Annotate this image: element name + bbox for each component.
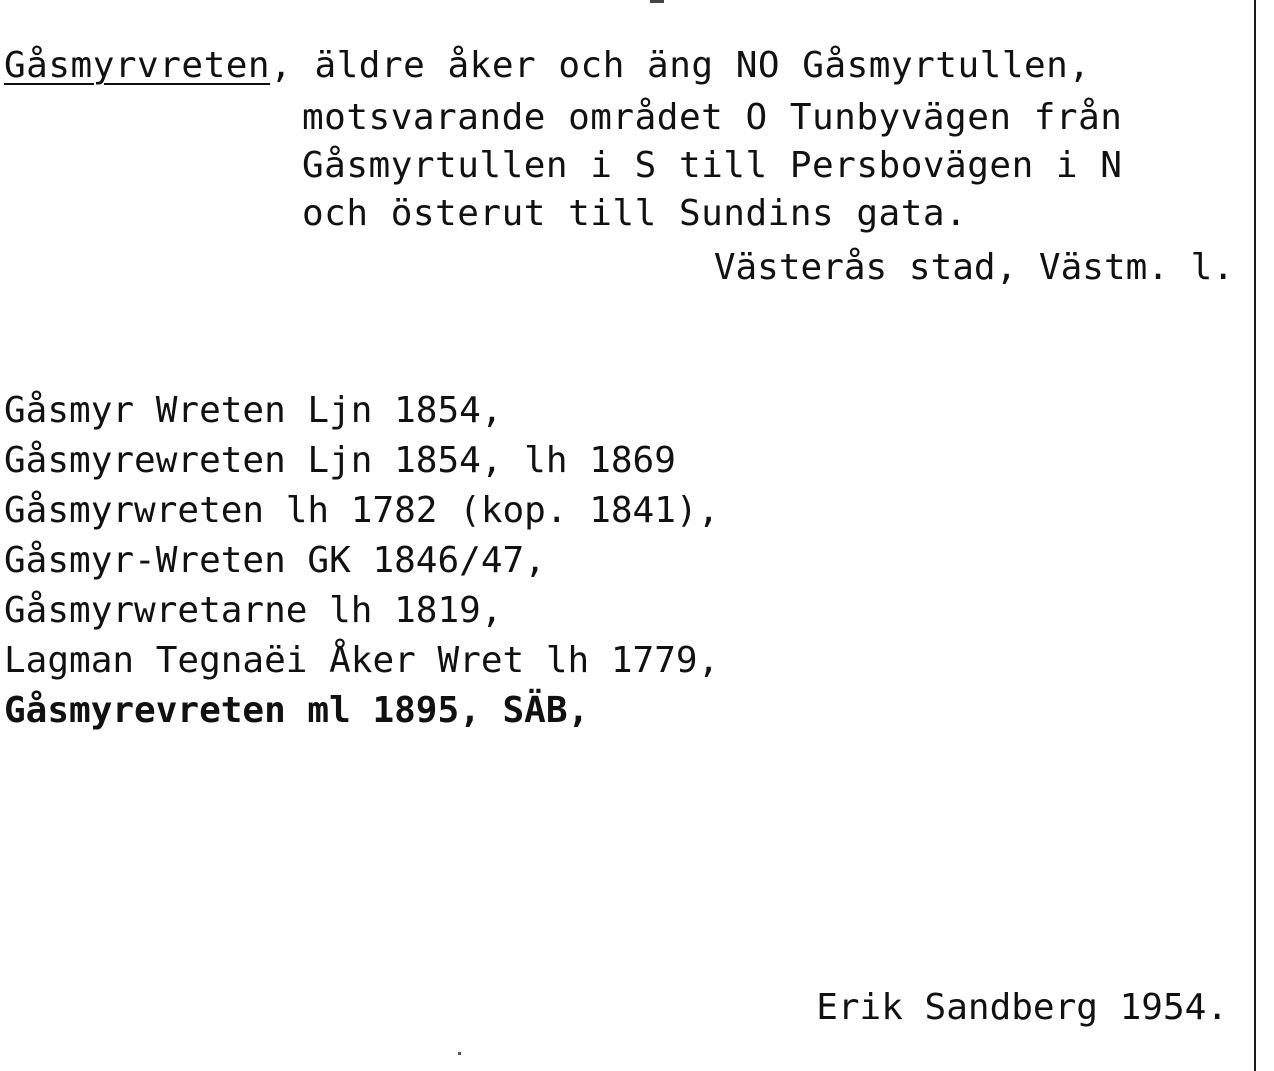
description-line-1: motsvarande området O Tunbyvägen från xyxy=(302,97,1123,138)
ink-speck xyxy=(458,1052,461,1055)
locality: Västerås stad, Västm. l. xyxy=(713,247,1234,288)
signature: Erik Sandberg 1954. xyxy=(816,987,1228,1028)
historical-form: Lagman Tegnaëi Åker Wret lh 1779, xyxy=(4,640,720,681)
historical-forms-list xyxy=(4,386,719,736)
historical-form-bold: Gåsmyrevreten ml 1895, SÄB, xyxy=(4,690,590,731)
card-right-edge xyxy=(1254,0,1256,1071)
heading-definition: , äldre åker och äng NO Gåsmyrtullen, xyxy=(270,45,1091,86)
historical-form: Gåsmyr-Wreten GK 1846/47, xyxy=(4,540,546,581)
description-line-3: och österut till Sundins gata. xyxy=(302,193,968,234)
historical-form: Gåsmyr Wreten Ljn 1854, xyxy=(4,390,503,431)
card-top-mark xyxy=(650,0,664,3)
historical-form: Gåsmyrwreten lh 1782 (kop. 1841), xyxy=(4,490,720,531)
headword: Gåsmyrvreten xyxy=(4,45,271,86)
historical-form: Gåsmyrewreten Ljn 1854, lh 1869 xyxy=(4,440,676,481)
historical-form: Gåsmyrwretarne lh 1819, xyxy=(4,590,503,631)
entry-heading xyxy=(4,46,1091,86)
description-line-2: Gåsmyrtullen i S till Persbovägen i N xyxy=(302,145,1123,186)
